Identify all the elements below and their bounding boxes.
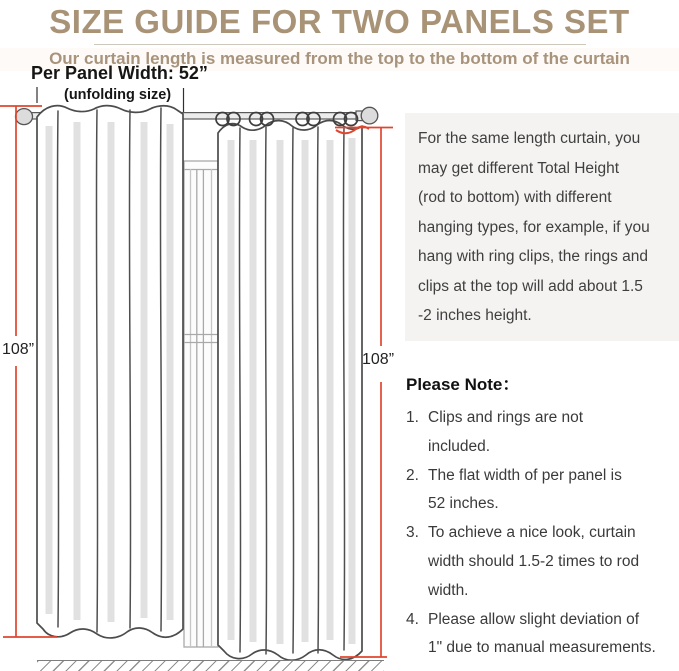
- note-line: included.: [428, 437, 491, 455]
- note-item-4: [406, 606, 679, 664]
- please-note-section: [405, 370, 679, 663]
- note-item-3: [406, 519, 679, 605]
- right-finial: [361, 107, 378, 124]
- info-line: (rod to bottom) with different: [418, 189, 612, 206]
- note-line: The flat width of per panel is: [428, 466, 622, 484]
- left-curtain-panel: [37, 106, 183, 638]
- note-line: 1" due to manual measurements.: [428, 639, 656, 657]
- subtitle: Our curtain length is measured from the top to the bottom of the curtain: [0, 48, 679, 71]
- note-line: width should 1.5-2 times to rod: [428, 552, 640, 570]
- note-line: width.: [428, 581, 469, 599]
- note-number: 1.: [406, 409, 419, 426]
- title-divider: [94, 44, 586, 45]
- left-height-label: 108”: [2, 341, 35, 358]
- info-line: hang with ring clips, the rings and: [418, 248, 649, 265]
- panel-width-label: Per Panel Width: 52”: [31, 63, 208, 83]
- right-curtain-panel: [218, 121, 362, 661]
- note-item-2: [406, 462, 679, 520]
- right-column: [405, 113, 679, 663]
- info-line: hanging types, for example, if you: [418, 218, 650, 236]
- info-line: clips at the top will add about 1.5: [418, 277, 643, 295]
- unfolding-size-label: (unfolding size): [64, 87, 172, 103]
- info-line: -2 inches height.: [418, 307, 532, 324]
- left-finial: [16, 109, 33, 125]
- right-height-label: 108”: [362, 351, 395, 368]
- page-title: SIZE GUIDE FOR TWO PANELS SET: [49, 3, 630, 40]
- note-number: 4.: [406, 610, 419, 628]
- note-item-1: [406, 404, 679, 462]
- info-box: [405, 113, 679, 341]
- floor-hatch: [37, 660, 384, 671]
- note-number: 3.: [406, 524, 419, 542]
- header: [0, 0, 679, 71]
- window: [184, 161, 218, 647]
- note-title: Please Note：: [406, 375, 520, 394]
- note-line: To achieve a nice look, curtain: [428, 524, 636, 542]
- note-line: 52 inches.: [428, 495, 499, 513]
- note-line: Please allow slight deviation of: [428, 610, 640, 628]
- note-line: Clips and rings are not: [428, 409, 584, 426]
- note-number: 2.: [406, 466, 419, 484]
- info-line: may get different Total Height: [418, 159, 620, 177]
- info-line: For the same length curtain, you: [418, 130, 641, 147]
